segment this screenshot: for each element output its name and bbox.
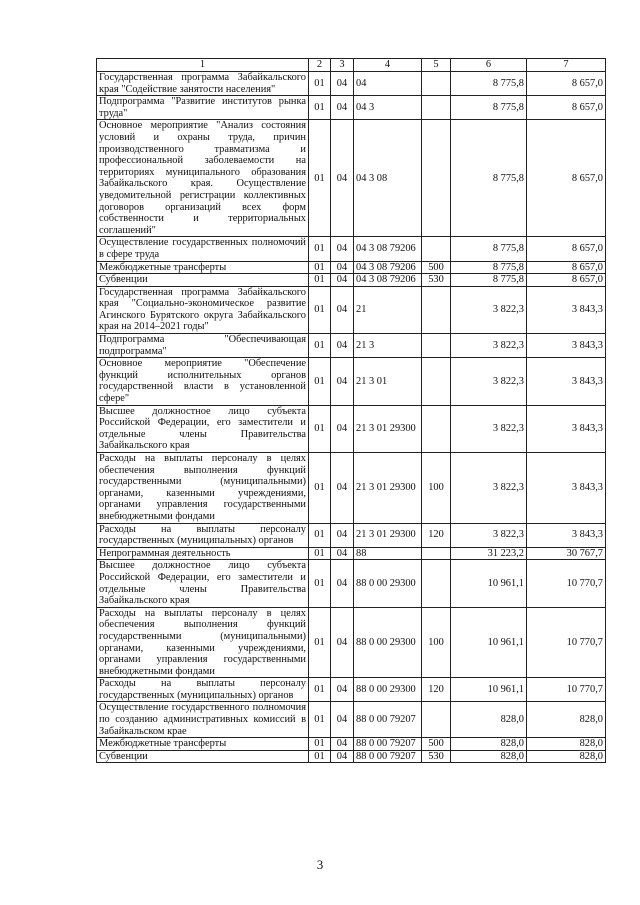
row-name: Осуществление государственных полномочий в сфере труда [97, 237, 309, 261]
target-article-code: 88 0 00 79207 [354, 750, 422, 763]
expense-type-code: 120 [422, 523, 451, 547]
expense-type-code [422, 96, 451, 120]
row-name: Межбюджетные трансферты [97, 261, 309, 274]
column-header: 3 [331, 59, 354, 72]
amount-year-2: 3 843,3 [527, 523, 606, 547]
table-row [97, 523, 606, 547]
amount-year-2: 10 770,7 [527, 607, 606, 678]
target-article-code: 88 0 00 29300 [354, 607, 422, 678]
amount-year-1: 3 822,3 [451, 286, 527, 333]
table-row [97, 237, 606, 261]
row-name: Осуществление государственного полномочия по созданию административных комиссий в Забайкальском крае [97, 702, 309, 738]
table-row [97, 560, 606, 607]
amount-year-2: 10 770,7 [527, 678, 606, 702]
amount-year-1: 3 822,3 [451, 334, 527, 358]
amount-year-2: 8 657,0 [527, 261, 606, 274]
amount-year-1: 10 961,1 [451, 560, 527, 607]
amount-year-1: 3 822,3 [451, 523, 527, 547]
table-row [97, 547, 606, 560]
section-code: 01 [309, 453, 331, 524]
amount-year-1: 10 961,1 [451, 607, 527, 678]
subsection-code: 04 [331, 453, 354, 524]
target-article-code: 21 [354, 286, 422, 333]
amount-year-1: 31 223,2 [451, 547, 527, 560]
section-code: 01 [309, 274, 331, 287]
section-code: 01 [309, 607, 331, 678]
target-article-code: 04 3 08 79206 [354, 274, 422, 287]
subsection-code: 04 [331, 738, 354, 751]
amount-year-2: 3 843,3 [527, 405, 606, 452]
amount-year-1: 3 822,3 [451, 453, 527, 524]
column-number-row [97, 59, 606, 72]
amount-year-1: 8 775,8 [451, 96, 527, 120]
amount-year-1: 8 775,8 [451, 72, 527, 96]
row-name: Расходы на выплаты персоналу государственных (муниципальных) органов [97, 523, 309, 547]
expense-type-code: 120 [422, 678, 451, 702]
section-code: 01 [309, 237, 331, 261]
target-article-code: 04 3 08 79206 [354, 237, 422, 261]
target-article-code: 04 3 [354, 96, 422, 120]
table-row [97, 607, 606, 678]
subsection-code: 04 [331, 678, 354, 702]
table-row [97, 261, 606, 274]
section-code: 01 [309, 96, 331, 120]
expense-type-code: 500 [422, 261, 451, 274]
amount-year-1: 828,0 [451, 702, 527, 738]
target-article-code: 21 3 01 29300 [354, 523, 422, 547]
target-article-code: 88 0 00 29300 [354, 560, 422, 607]
subsection-code: 04 [331, 286, 354, 333]
target-article-code: 21 3 01 29300 [354, 453, 422, 524]
target-article-code: 04 3 08 [354, 120, 422, 237]
target-article-code: 88 [354, 547, 422, 560]
section-code: 01 [309, 702, 331, 738]
amount-year-2: 828,0 [527, 738, 606, 751]
amount-year-2: 8 657,0 [527, 274, 606, 287]
target-article-code: 88 0 00 79207 [354, 738, 422, 751]
amount-year-1: 10 961,1 [451, 678, 527, 702]
expense-type-code: 530 [422, 750, 451, 763]
amount-year-1: 8 775,8 [451, 237, 527, 261]
amount-year-2: 30 767,7 [527, 547, 606, 560]
amount-year-2: 8 657,0 [527, 120, 606, 237]
target-article-code: 04 3 08 79206 [354, 261, 422, 274]
expense-type-code [422, 547, 451, 560]
subsection-code: 04 [331, 274, 354, 287]
amount-year-1: 8 775,8 [451, 274, 527, 287]
row-name: Субвенции [97, 750, 309, 763]
row-name: Государственная программа Забайкальского края "Содействие занятости населения" [97, 72, 309, 96]
expense-type-code [422, 334, 451, 358]
amount-year-2: 828,0 [527, 702, 606, 738]
target-article-code: 04 [354, 72, 422, 96]
section-code: 01 [309, 750, 331, 763]
amount-year-1: 3 822,3 [451, 358, 527, 405]
column-header: 2 [309, 59, 331, 72]
amount-year-1: 8 775,8 [451, 261, 527, 274]
table-row [97, 405, 606, 452]
row-name: Непрограммная деятельность [97, 547, 309, 560]
section-code: 01 [309, 405, 331, 452]
amount-year-2: 3 843,3 [527, 358, 606, 405]
subsection-code: 04 [331, 96, 354, 120]
expense-type-code [422, 120, 451, 237]
row-name: Расходы на выплаты персоналу государственных (муниципальных) органов [97, 678, 309, 702]
page-number: 3 [316, 857, 324, 872]
expense-type-code [422, 237, 451, 261]
amount-year-2: 828,0 [527, 750, 606, 763]
section-code: 01 [309, 334, 331, 358]
section-code: 01 [309, 358, 331, 405]
subsection-code: 04 [331, 334, 354, 358]
column-header: 5 [422, 59, 451, 72]
column-header: 7 [527, 59, 606, 72]
column-header: 6 [451, 59, 527, 72]
amount-year-1: 828,0 [451, 738, 527, 751]
table-row [97, 358, 606, 405]
table-row [97, 274, 606, 287]
target-article-code: 21 3 [354, 334, 422, 358]
row-name: Высшее должностное лицо субъекта Российской Федерации, его заместители и отдельные члены Правительства Забайкальского края [97, 405, 309, 452]
amount-year-2: 3 843,3 [527, 453, 606, 524]
column-header: 4 [354, 59, 422, 72]
amount-year-1: 828,0 [451, 750, 527, 763]
amount-year-1: 8 775,8 [451, 120, 527, 237]
table-row [97, 96, 606, 120]
table-row [97, 120, 606, 237]
subsection-code: 04 [331, 261, 354, 274]
subsection-code: 04 [331, 358, 354, 405]
expense-type-code: 530 [422, 274, 451, 287]
expense-type-code [422, 702, 451, 738]
section-code: 01 [309, 286, 331, 333]
expense-type-code [422, 405, 451, 452]
subsection-code: 04 [331, 523, 354, 547]
subsection-code: 04 [331, 607, 354, 678]
section-code: 01 [309, 560, 331, 607]
subsection-code: 04 [331, 702, 354, 738]
subsection-code: 04 [331, 237, 354, 261]
expense-type-code [422, 286, 451, 333]
amount-year-2: 8 657,0 [527, 237, 606, 261]
subsection-code: 04 [331, 120, 354, 237]
row-name: Высшее должностное лицо субъекта Российской Федерации, его заместители и отдельные члены Правительства Забайкальского края [97, 560, 309, 607]
amount-year-2: 8 657,0 [527, 96, 606, 120]
expense-type-code: 500 [422, 738, 451, 751]
table-row [97, 678, 606, 702]
subsection-code: 04 [331, 405, 354, 452]
row-name: Субвенции [97, 274, 309, 287]
amount-year-2: 10 770,7 [527, 560, 606, 607]
table-row [97, 453, 606, 524]
target-article-code: 88 0 00 29300 [354, 678, 422, 702]
section-code: 01 [309, 678, 331, 702]
table-row [97, 702, 606, 738]
row-name: Подпрограмма "Обеспечивающая подпрограмма" [97, 334, 309, 358]
section-code: 01 [309, 72, 331, 96]
section-code: 01 [309, 523, 331, 547]
amount-year-1: 3 822,3 [451, 405, 527, 452]
subsection-code: 04 [331, 547, 354, 560]
table-row [97, 750, 606, 763]
expense-type-code [422, 72, 451, 96]
amount-year-2: 8 657,0 [527, 72, 606, 96]
section-code: 01 [309, 120, 331, 237]
target-article-code: 21 3 01 29300 [354, 405, 422, 452]
table-row [97, 286, 606, 333]
row-name: Основное мероприятие "Обеспечение функций исполнительных органов государственной власти в установленной сфере" [97, 358, 309, 405]
section-code: 01 [309, 547, 331, 560]
expense-type-code: 100 [422, 607, 451, 678]
subsection-code: 04 [331, 750, 354, 763]
row-name: Расходы на выплаты персоналу в целях обеспечения выполнения функций государственными (муниципальными) органами, казенными учреждениями, органами управления государственными внебюджетными фондами [97, 453, 309, 524]
table-row [97, 334, 606, 358]
subsection-code: 04 [331, 560, 354, 607]
section-code: 01 [309, 261, 331, 274]
subsection-code: 04 [331, 72, 354, 96]
table-row [97, 72, 606, 96]
amount-year-2: 3 843,3 [527, 334, 606, 358]
row-name: Подпрограмма "Развитие институтов рынка труда" [97, 96, 309, 120]
expense-type-code: 100 [422, 453, 451, 524]
row-name: Расходы на выплаты персоналу в целях обеспечения выполнения функций государственными (муниципальными) органами, казенными учреждениями, органами управления государственными внебюджетными фондами [97, 607, 309, 678]
row-name: Государственная программа Забайкальского края "Социально-экономическое развитие Агинского Бурятского округа Забайкальского края на 2014–2021 годы" [97, 286, 309, 333]
table-row [97, 738, 606, 751]
expense-type-code [422, 358, 451, 405]
target-article-code: 88 0 00 79207 [354, 702, 422, 738]
row-name: Основное мероприятие "Анализ состояния условий и охраны труда, причин производственного травматизма и профессиональной заболеваемости на территориях муниципального образования Забайкальского края. Осуществление уведомительной регистрации коллективных договоров организаций всех форм собственности и территориальных соглашений" [97, 120, 309, 237]
section-code: 01 [309, 738, 331, 751]
budget-table [96, 58, 606, 763]
column-header: 1 [97, 59, 309, 72]
expense-type-code [422, 560, 451, 607]
row-name: Межбюджетные трансферты [97, 738, 309, 751]
amount-year-2: 3 843,3 [527, 286, 606, 333]
target-article-code: 21 3 01 [354, 358, 422, 405]
